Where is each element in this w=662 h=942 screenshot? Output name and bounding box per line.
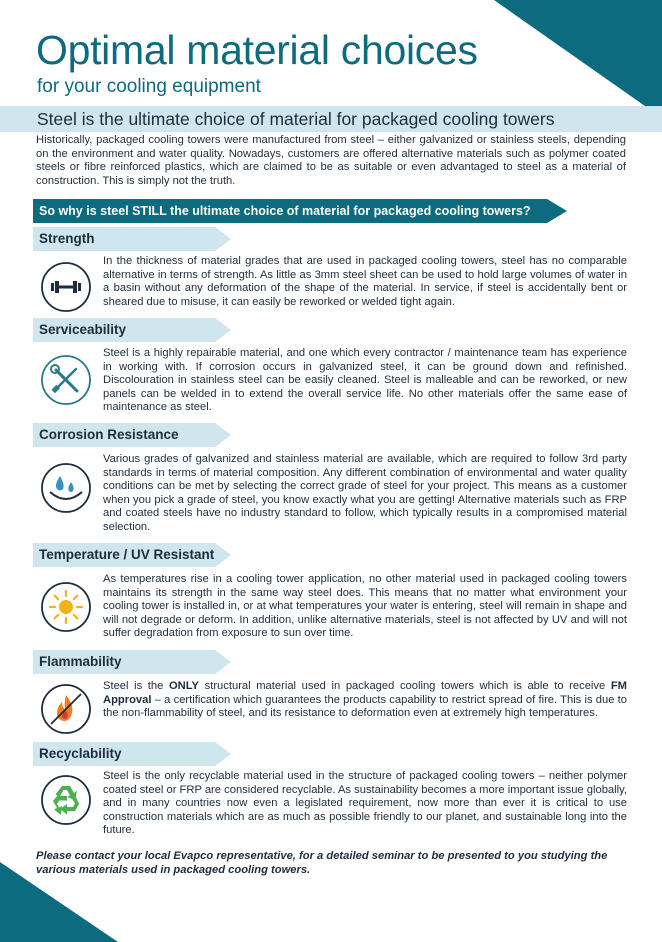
section-heading-serviceability: Serviceability	[33, 318, 215, 342]
question-banner-arrow	[547, 199, 567, 223]
section-heading-arrow	[215, 227, 231, 251]
section-heading-temperature-uv: Temperature / UV Resistant	[33, 543, 215, 567]
section-body-corrosion-resistance: Various grades of galvanized and stainless material are available, which are required to follow 3rd party standards in terms of material composition. Any different combination of environmental and water quality conditions can be met by selecting the correct grade of steel for your project. This means as a customer when you pick a grade of steel, you know exactly what you are getting! Alternative materials such as FRP and coated steels have no industry standard to follow, which typically results in a compromised material selection.	[103, 453, 627, 533]
section-heading-flammability: Flammability	[33, 650, 215, 674]
footer-contact-note: Please contact your local Evapco representative, for a detailed seminar to be presented to you studying the various materials used in packaged cooling towers.	[36, 850, 608, 876]
no-fire-icon	[40, 683, 92, 735]
section-heading-arrow	[215, 742, 231, 766]
dumbbell-icon	[40, 261, 92, 313]
section-heading-strength: Strength	[33, 227, 215, 251]
section-heading-arrow	[215, 543, 231, 567]
section-heading-arrow	[215, 423, 231, 447]
section-heading-arrow	[215, 318, 231, 342]
section-heading-recyclability: Recyclability	[33, 742, 215, 766]
section-body-serviceability: Steel is a highly repairable material, and one which every contractor / maintenance team has experience in working with. If corrosion occurs in galvanized steel, it can be ground down and refinished. Discolouration in stainless steel can be easily cleaned. Steel is malleable and can be reworked, or new panels can be welded in to extend the overall service life. No other materials offer the same ease of maintenance as steel.	[103, 347, 627, 414]
section-body-recyclability: Steel is the only recyclable material used in the structure of packaged cooling towers – neither polymer coated steel or FRP are considered recyclable. As sustainability becomes a more important issue globally, and in many countries now even a legislated requirement, now more than ever it is critical to use construction materials which are as much as possible friendly to our planet, and sustainable long into the future.	[103, 770, 627, 837]
headline-text: Steel is the ultimate choice of material for packaged cooling towers	[37, 109, 555, 129]
intro-paragraph: Historically, packaged cooling towers were manufactured from steel – either galvanized or stainless steels, depending on the environment and water quality. Nowadays, customers are offered alternative materials such as polymer coated steels or fibre reinforced plastics, which are claimed to be as suitable or even advantaged to steel as a material of construction. This is simply not the truth.	[36, 134, 626, 187]
section-body-strength: In the thickness of material grades that are used in packaged cooling towers, steel has no comparable alternative in terms of strength. As little as 3mm steel sheet can be used to hold large volumes of water in a basin without any deformation of the shape of the material. In service, if steel is accidentally bent or sheared due to misuse, it can easily be reworked or welded tight again.	[103, 255, 627, 308]
sun-icon	[40, 581, 92, 633]
recycle-icon	[40, 774, 92, 826]
emphasis-only: ONLY	[168, 680, 200, 692]
page-subtitle: for your cooling equipment	[37, 76, 261, 97]
wrench-screwdriver-icon	[40, 354, 92, 406]
section-heading-arrow	[215, 650, 231, 674]
water-drop-shield-icon	[40, 462, 92, 514]
emphasis-fm-approval: FM Approval	[103, 680, 627, 706]
question-banner: So why is steel STILL the ultimate choice of material for packaged cooling towers?	[33, 199, 547, 223]
corner-decoration-top-right	[494, 0, 662, 118]
section-heading-corrosion-resistance: Corrosion Resistance	[33, 423, 215, 447]
section-body-temperature-uv: As temperatures rise in a cooling tower application, no other material used in packaged cooling towers maintains its strength in the same way steel does. This means that no matter what environment your cooling tower is installed in, or at what temperatures your water is entering, steel will remain in shape and will not degrade or deform. In addition, unlike alternative materials, steel is not affected by UV and will not suffer degradation from exposure to sun over time.	[103, 573, 627, 640]
page-title: Optimal material choices	[36, 27, 478, 73]
section-body-flammability: Steel is the ONLY structural material used in packaged cooling towers which is able to receive FM Approval – a certification which guarantees the products capability to restrict spread of fire. This is due to the non-flammability of steel, and its resistance to deformation even at extremely high temperatures.	[103, 680, 627, 720]
